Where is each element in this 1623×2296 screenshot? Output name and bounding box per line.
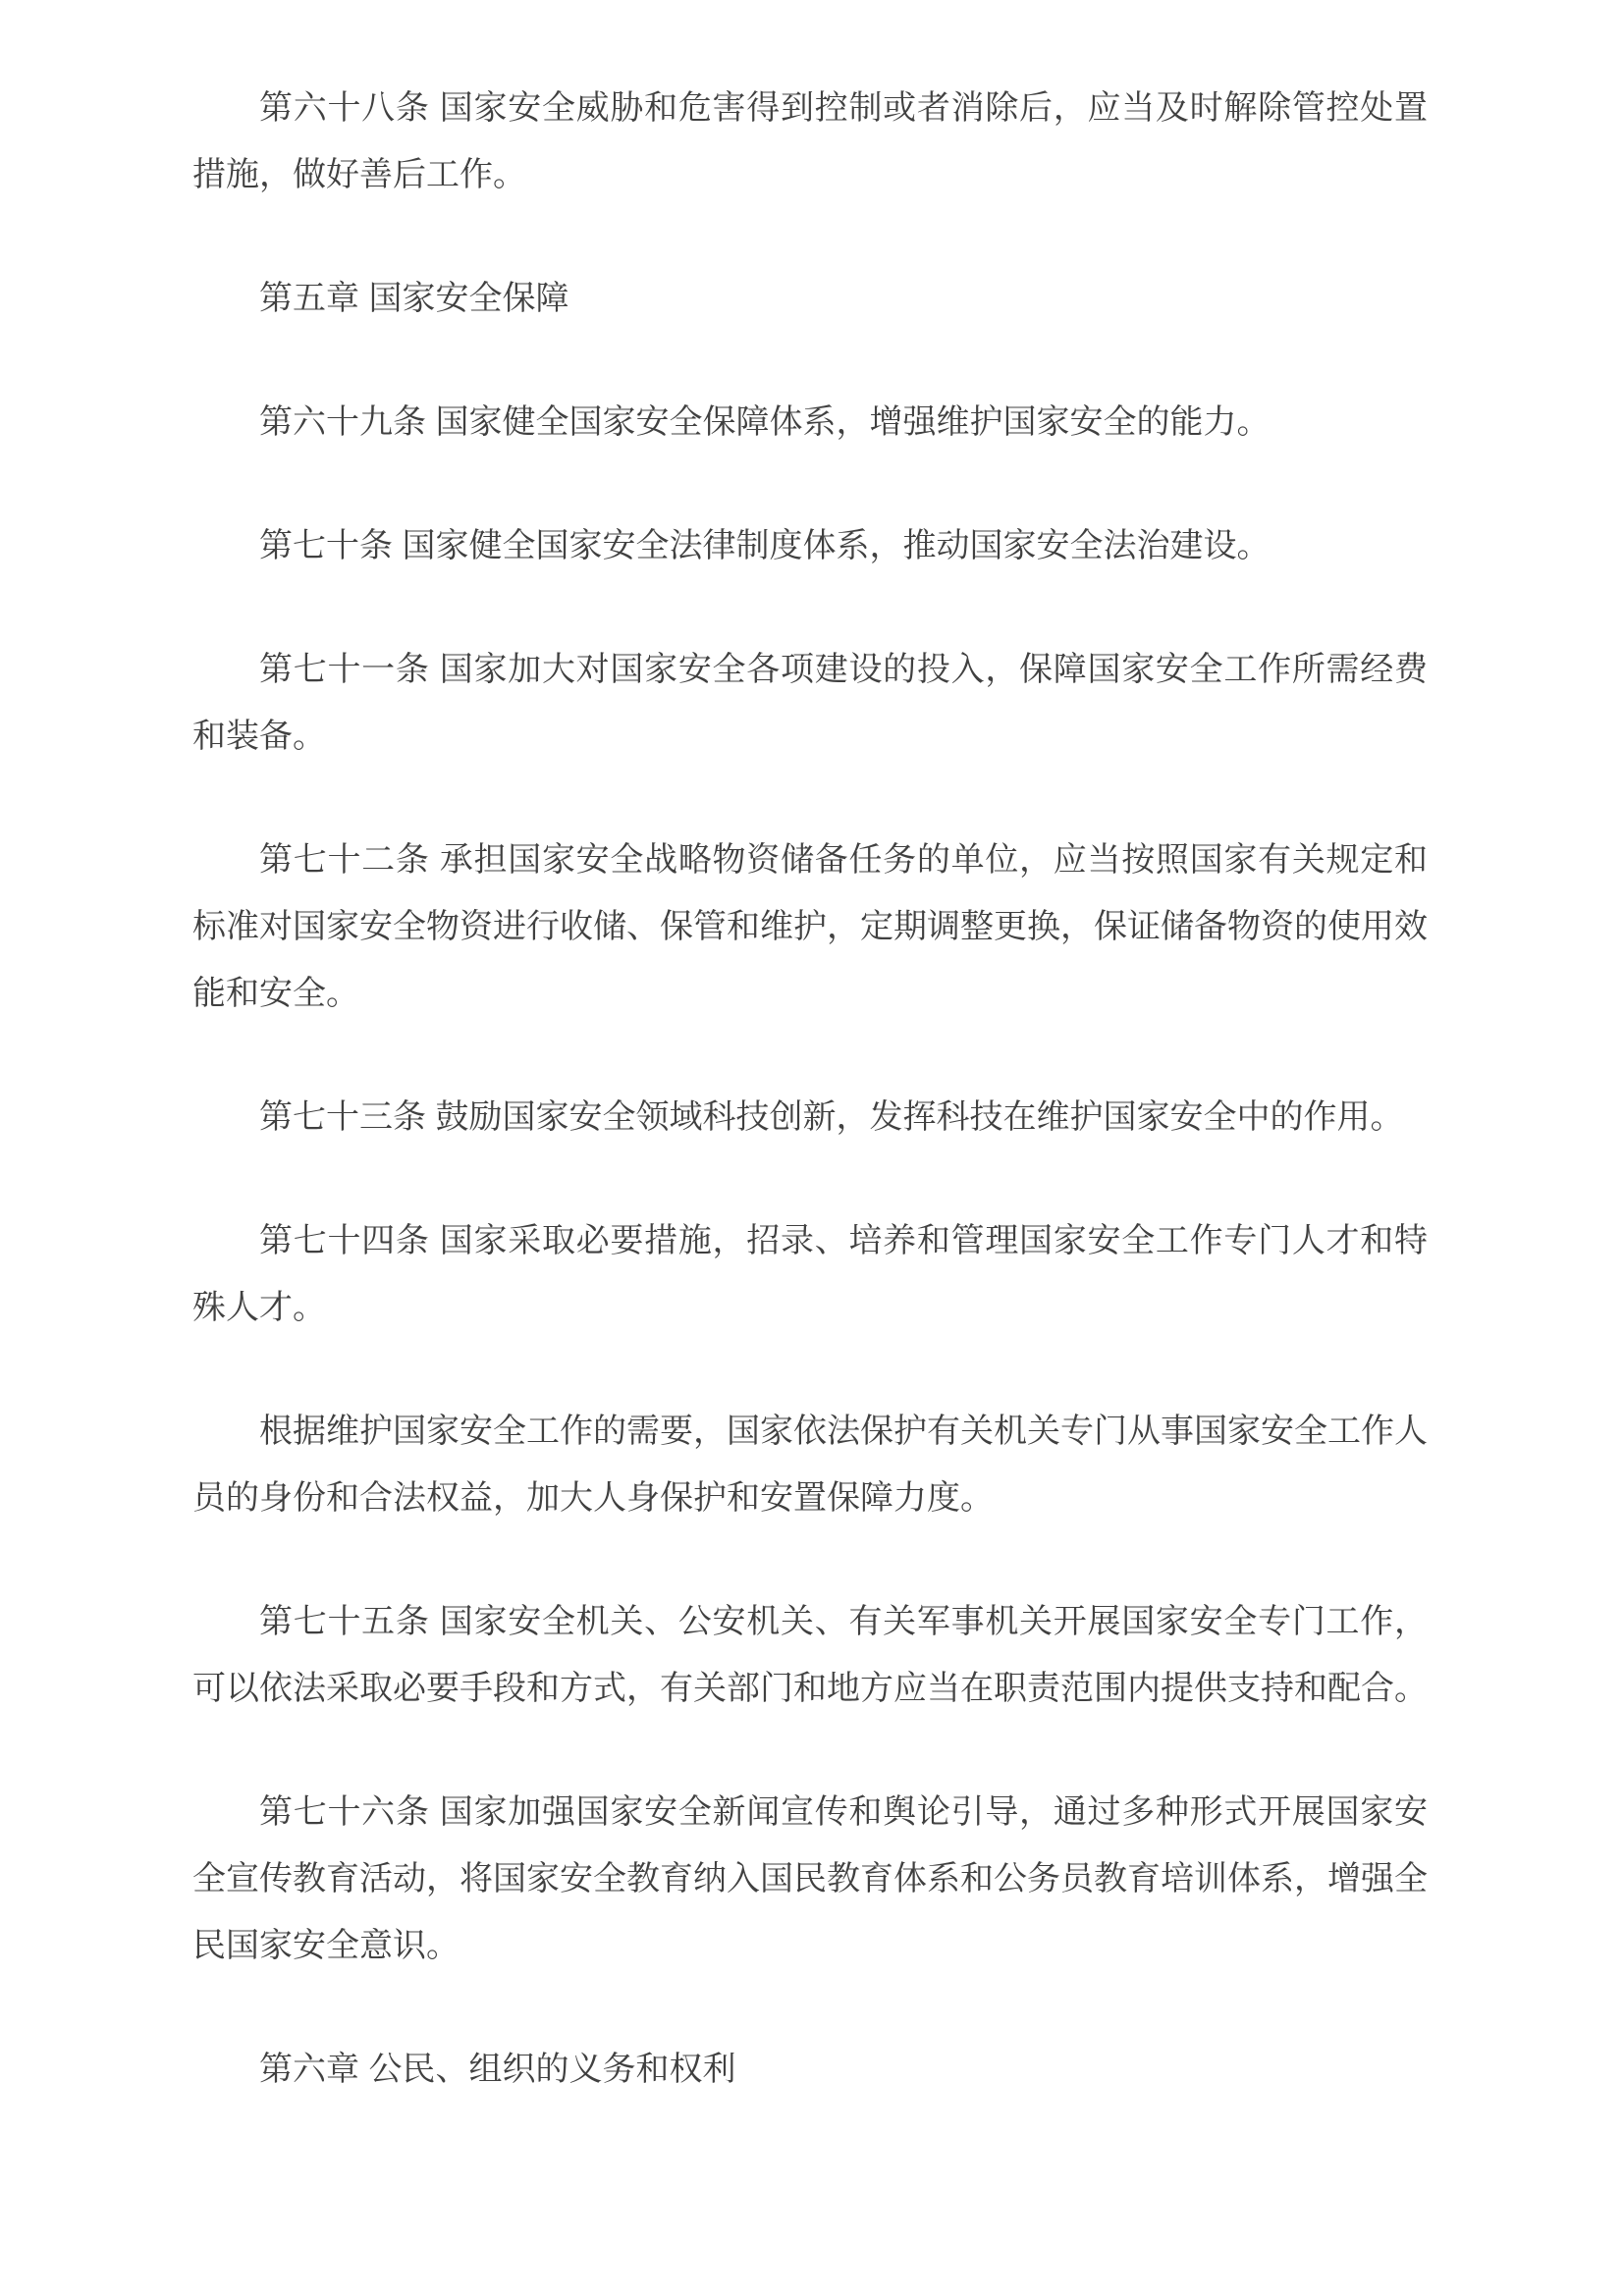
article-paragraph: 第七十四条 国家采取必要措施，招录、培养和管理国家安全工作专门人才和特殊人才。 [192, 1222, 1428, 1326]
article-paragraph: 第七十条 国家健全国家安全法律制度体系，推动国家安全法治建设。 [259, 527, 1271, 564]
article-paragraph: 根据维护国家安全工作的需要，国家依法保护有关机关专门从事国家安全工作人员的身份和合法权益，加大人身保护和安置保障力度。 [192, 1413, 1428, 1517]
chapter-heading: 第六章 公民、组织的义务和权利 [259, 2051, 736, 2088]
article-paragraph: 第七十五条 国家安全机关、公安机关、有关军事机关开展国家安全专门工作，可以依法采取必要手段和方式，有关部门和地方应当在职责范围内提供支持和配合。 [192, 1603, 1428, 1707]
article-paragraph: 第七十六条 国家加强国家安全新闻宣传和舆论引导，通过多种形式开展国家安全宣传教育活动，将国家安全教育纳入国民教育体系和公务员教育培训体系，增强全民国家安全意识。 [192, 1793, 1428, 1964]
article-paragraph: 第七十二条 承担国家安全战略物资储备任务的单位，应当按照国家有关规定和标准对国家安全物资进行收储、保管和维护，定期调整更换，保证储备物资的使用效能和安全。 [192, 841, 1428, 1012]
article-paragraph: 第六十九条 国家健全国家安全保障体系，增强维护国家安全的能力。 [259, 403, 1271, 441]
article-paragraph: 第七十三条 鼓励国家安全领域科技创新，发挥科技在维护国家安全中的作用。 [259, 1098, 1404, 1136]
chapter-heading: 第五章 国家安全保障 [259, 280, 569, 317]
article-paragraph: 第六十八条 国家安全威胁和危害得到控制或者消除后，应当及时解除管控处置措施，做好善后工作。 [192, 89, 1428, 193]
article-paragraph: 第七十一条 国家加大对国家安全各项建设的投入，保障国家安全工作所需经费和装备。 [192, 651, 1428, 755]
